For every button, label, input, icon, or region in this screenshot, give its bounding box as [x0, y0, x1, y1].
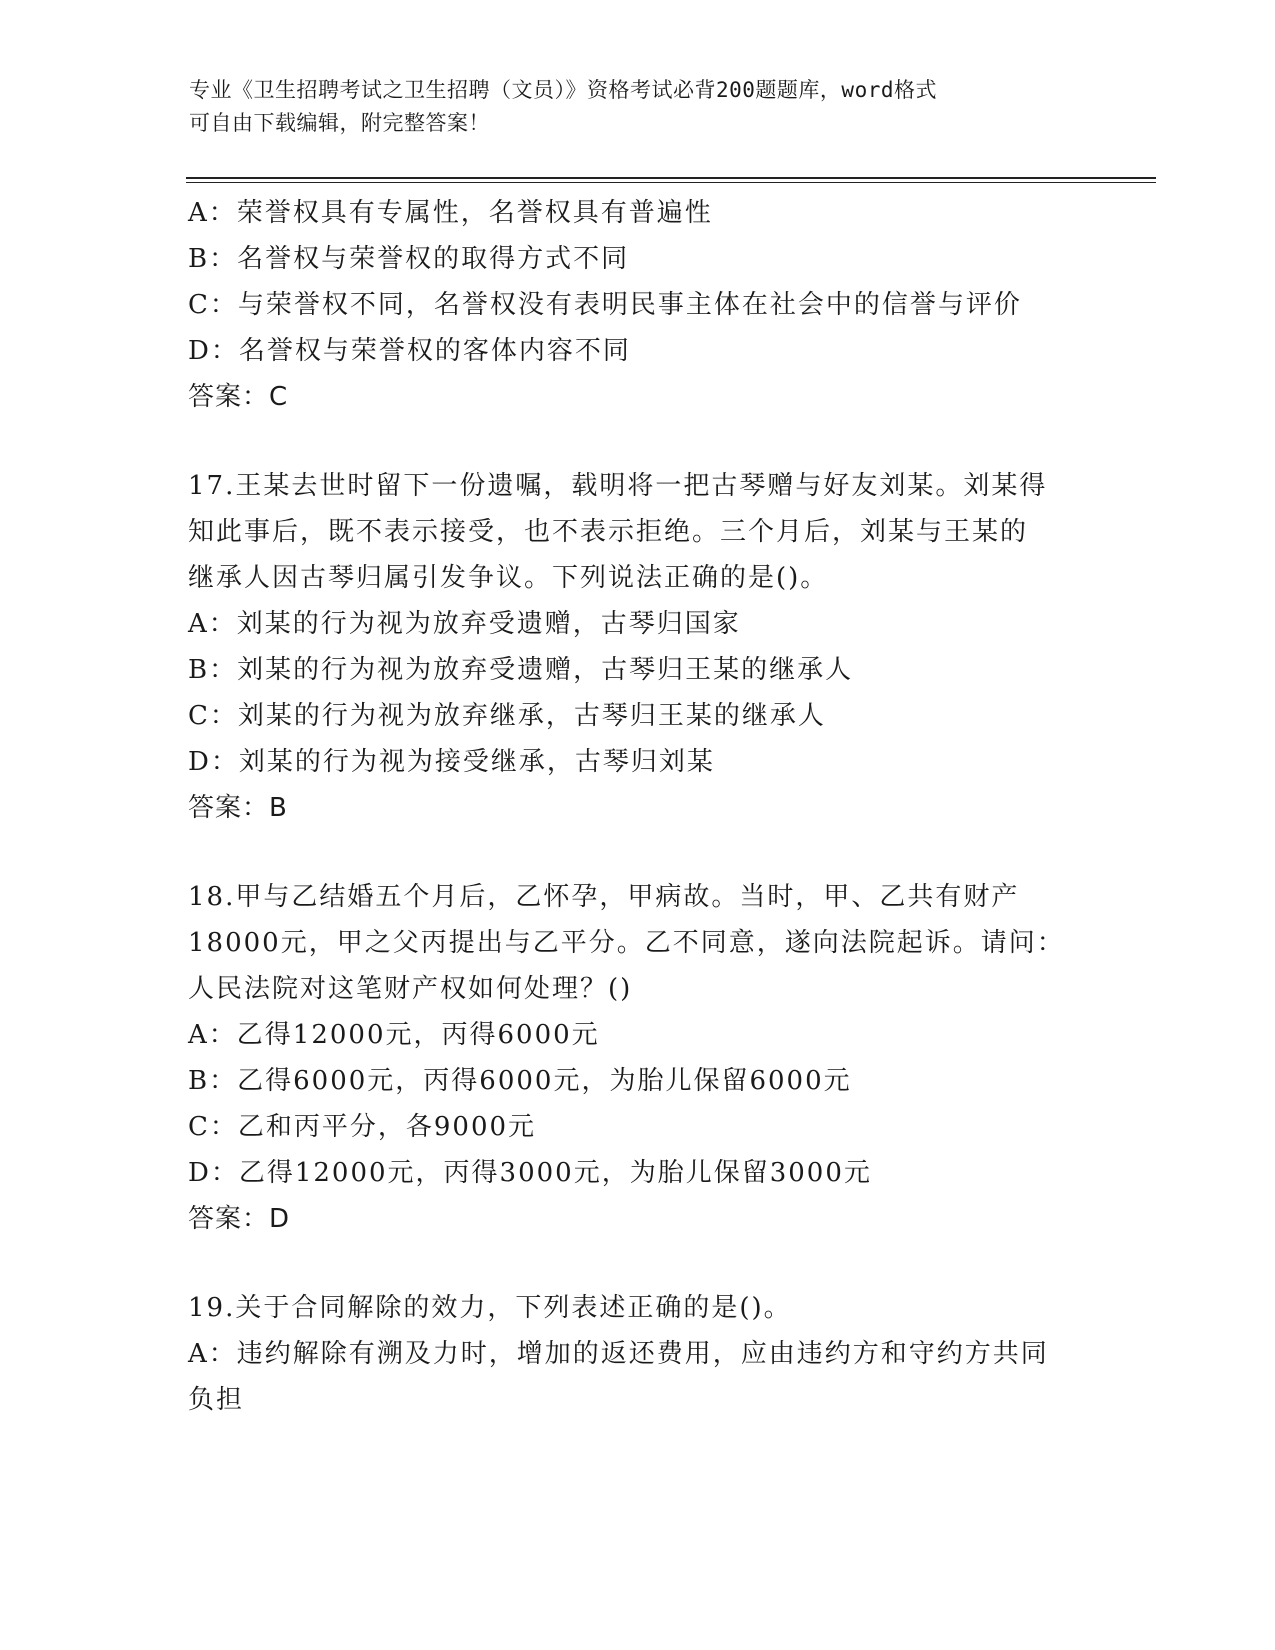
option-d: D：刘某的行为视为接受继承，古琴归刘某: [188, 747, 715, 777]
question-stem-line: 19.关于合同解除的效力，下列表述正确的是()。: [188, 1293, 792, 1323]
option-c: C：刘某的行为视为放弃继承，古琴归王某的继承人: [188, 701, 826, 731]
option-a: A：荣誉权具有专属性，名誉权具有普遍性: [188, 198, 713, 228]
option-d: D：乙得12000元，丙得3000元，为胎儿保留3000元: [188, 1158, 872, 1188]
question-stem-line: 17.王某去世时留下一份遗嘱，载明将一把古琴赠与好友刘某。刘某得: [188, 471, 1048, 501]
header-divider-thick: [186, 177, 1156, 179]
option-b: B：刘某的行为视为放弃受遗赠，古琴归王某的继承人: [188, 655, 854, 685]
question-stem-line: 继承人因古琴归属引发争议。下列说法正确的是()。: [188, 563, 829, 593]
question-stem-line: 18000元，甲之父丙提出与乙平分。乙不同意，遂向法院起诉。请问：: [188, 928, 1065, 958]
question-18: [188, 874, 1108, 1242]
document-header: [189, 74, 1069, 140]
option-a-continuation: 负担: [188, 1385, 245, 1415]
option-a: A：刘某的行为视为放弃受遗赠，古琴归国家: [188, 609, 741, 639]
question-stem-line: 知此事后，既不表示接受，也不表示拒绝。三个月后，刘某与王某的: [188, 517, 1029, 547]
question-17: [188, 463, 1108, 831]
header-divider-thin: [186, 182, 1156, 183]
option-c: C：乙和丙平分，各9000元: [188, 1112, 537, 1142]
question-stem-line: 人民法院对这笔财产权如何处理？(): [188, 974, 633, 1004]
header-line-1: 专业《卫生招聘考试之卫生招聘（文员）》资格考试必背200题题库，word格式: [189, 78, 937, 102]
option-a: A：违约解除有溯及力时，增加的返还费用，应由违约方和守约方共同: [188, 1339, 1049, 1369]
answer-line: 答案：D: [188, 1204, 291, 1234]
question-16-continued: [188, 190, 1108, 420]
option-c: C：与荣誉权不同，名誉权没有表明民事主体在社会中的信誉与评价: [188, 290, 1022, 320]
answer-line: 答案：B: [188, 793, 288, 823]
header-line-2: 可自由下载编辑，附完整答案！: [189, 111, 490, 135]
question-list: [188, 190, 1108, 1423]
option-a: A：乙得12000元，丙得6000元: [188, 1020, 600, 1050]
option-b: B：乙得6000元，丙得6000元，为胎儿保留6000元: [188, 1066, 852, 1096]
answer-line: 答案：C: [188, 382, 289, 412]
question-stem-line: 18.甲与乙结婚五个月后，乙怀孕，甲病故。当时，甲、乙共有财产: [188, 882, 1020, 912]
option-d: D：名誉权与荣誉权的客体内容不同: [188, 336, 631, 366]
question-19: [188, 1285, 1108, 1423]
option-b: B：名誉权与荣誉权的取得方式不同: [188, 244, 630, 274]
